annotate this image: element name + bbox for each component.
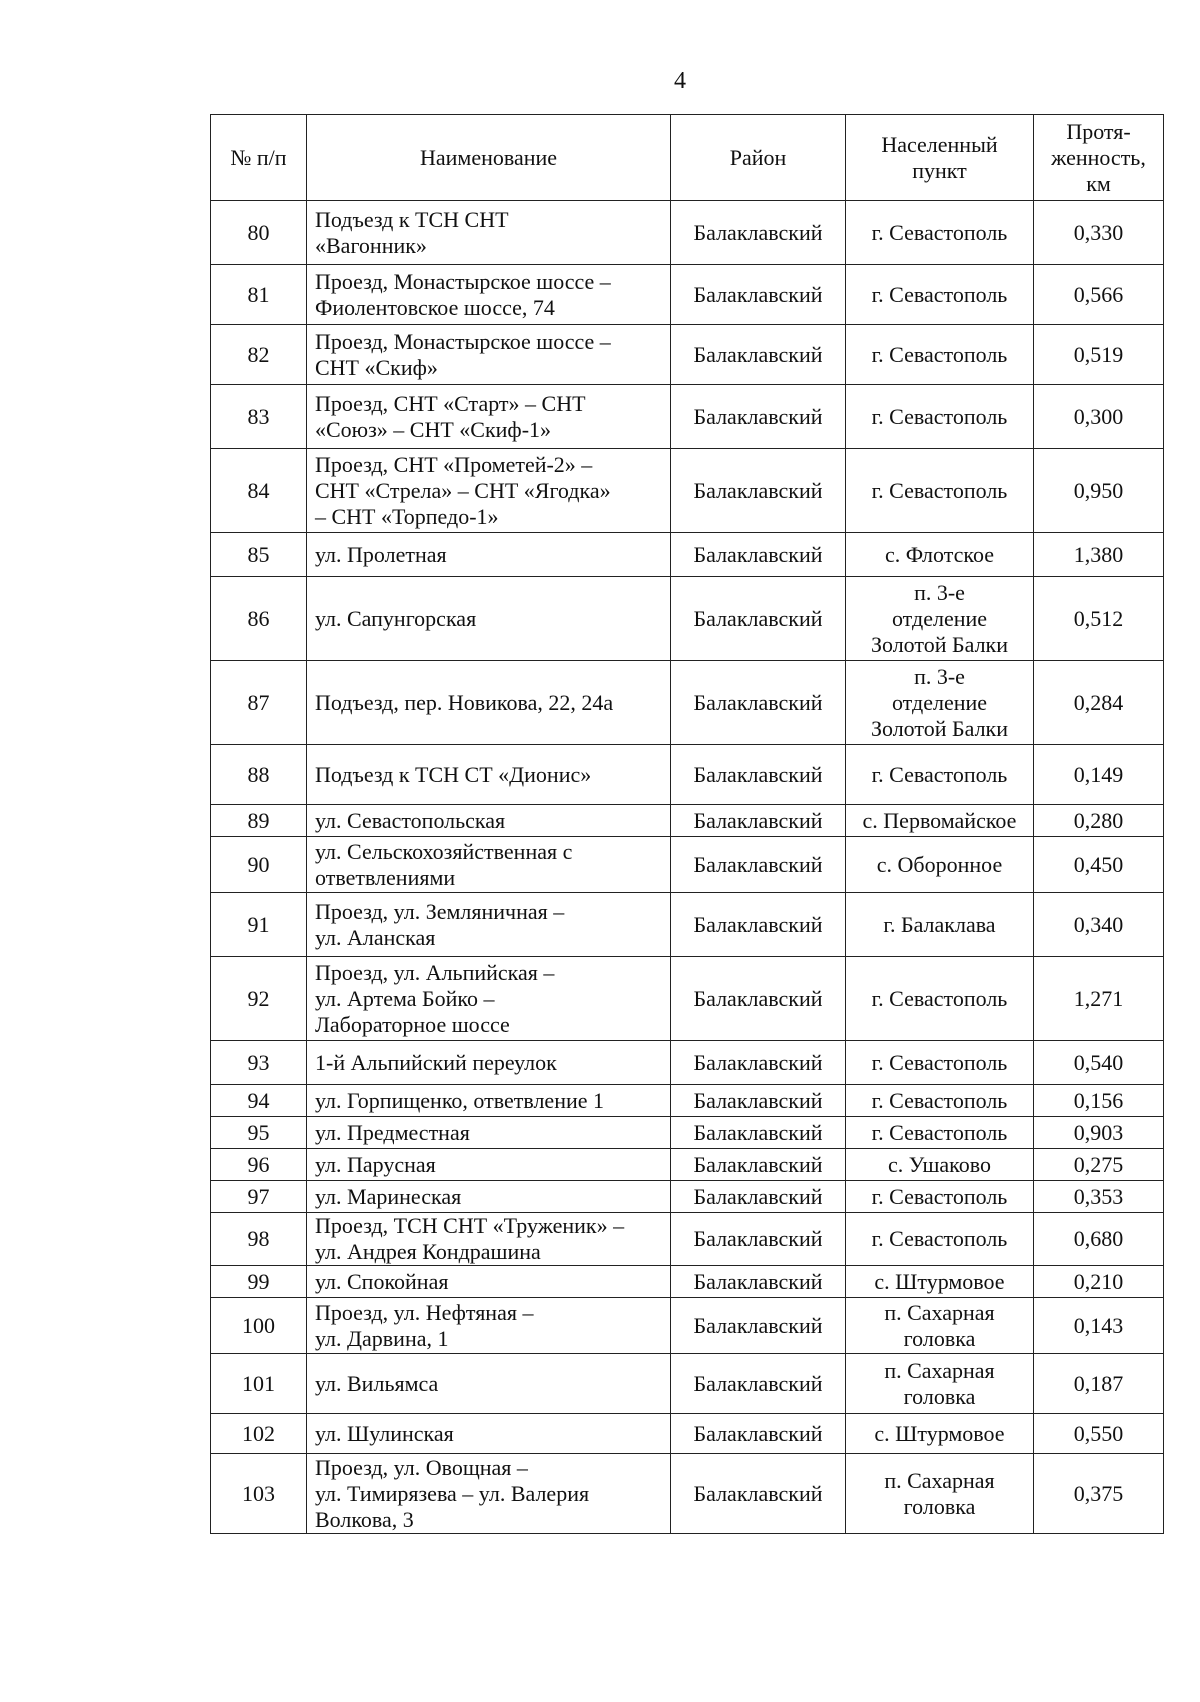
district-name-cell bbox=[671, 577, 846, 661]
road-name-cell bbox=[307, 1149, 671, 1181]
settlement-name: г. Балаклава bbox=[883, 911, 996, 937]
road-length: 0,149 bbox=[1073, 761, 1124, 787]
settlement-name: с. Штурмовое bbox=[874, 1420, 1005, 1446]
road-name: ул. Горпищенко, ответвление 1 bbox=[315, 1087, 605, 1113]
row-number: 103 bbox=[242, 1480, 275, 1506]
district-name-cell bbox=[671, 201, 846, 265]
road-length-cell bbox=[1034, 1041, 1164, 1085]
district-name: Балаклавский bbox=[693, 689, 823, 715]
road-length: 0,450 bbox=[1073, 851, 1124, 877]
district-name-cell bbox=[671, 449, 846, 533]
road-length: 0,275 bbox=[1073, 1151, 1124, 1177]
road-length: 0,375 bbox=[1073, 1480, 1124, 1506]
district-name-cell bbox=[671, 661, 846, 745]
district-name-cell bbox=[671, 957, 846, 1041]
road-name: ул. Вильямса bbox=[315, 1370, 439, 1396]
road-name-cell bbox=[307, 805, 671, 837]
road-length-cell bbox=[1034, 1085, 1164, 1117]
settlement-name: г. Севастополь bbox=[871, 477, 1008, 503]
district-name-cell bbox=[671, 837, 846, 893]
row-number-cell bbox=[211, 745, 307, 805]
road-name-cell bbox=[307, 1085, 671, 1117]
settlement-name-cell bbox=[846, 577, 1034, 661]
district-name: Балаклавский bbox=[693, 1312, 823, 1338]
road-name-cell bbox=[307, 325, 671, 385]
settlement-name: г. Севастополь bbox=[871, 1087, 1008, 1113]
table-body bbox=[211, 201, 1164, 1534]
header-length: Протя- женность, км bbox=[1034, 115, 1164, 201]
district-name-cell bbox=[671, 1266, 846, 1298]
road-length: 0,566 bbox=[1073, 281, 1124, 307]
road-name-cell bbox=[307, 1454, 671, 1534]
row-number-cell bbox=[211, 661, 307, 745]
road-name-cell bbox=[307, 577, 671, 661]
district-name: Балаклавский bbox=[693, 1226, 823, 1251]
row-number: 95 bbox=[247, 1119, 270, 1145]
row-number-cell bbox=[211, 1041, 307, 1085]
row-number: 96 bbox=[247, 1151, 270, 1177]
road-length-cell bbox=[1034, 805, 1164, 837]
road-length-cell bbox=[1034, 265, 1164, 325]
settlement-name: г. Севастополь bbox=[871, 341, 1008, 367]
road-name: ул. Пролетная bbox=[315, 541, 447, 567]
settlement-name: п. Сахарная головка bbox=[884, 1467, 995, 1519]
settlement-name-cell bbox=[846, 661, 1034, 745]
road-length: 0,353 bbox=[1073, 1183, 1124, 1209]
row-number-cell bbox=[211, 533, 307, 577]
road-length-cell bbox=[1034, 449, 1164, 533]
settlement-name-cell bbox=[846, 1298, 1034, 1354]
row-number: 101 bbox=[242, 1370, 275, 1396]
settlement-name: г. Севастополь bbox=[871, 219, 1008, 245]
road-length-cell bbox=[1034, 201, 1164, 265]
row-number: 82 bbox=[247, 341, 270, 367]
road-name: ул. Севастопольская bbox=[315, 807, 506, 833]
road-length-cell bbox=[1034, 1454, 1164, 1534]
road-name: Проезд, ул. Нефтяная – ул. Дарвина, 1 bbox=[315, 1299, 534, 1351]
district-name: Балаклавский bbox=[693, 605, 823, 631]
row-number-cell bbox=[211, 577, 307, 661]
row-number-cell bbox=[211, 805, 307, 837]
road-length: 0,210 bbox=[1073, 1268, 1124, 1294]
header-row bbox=[211, 115, 1164, 201]
row-number: 87 bbox=[247, 689, 270, 715]
table-row bbox=[211, 957, 1164, 1041]
settlement-name: г. Севастополь bbox=[871, 985, 1008, 1011]
road-name: ул. Спокойная bbox=[315, 1268, 449, 1294]
road-length: 0,512 bbox=[1073, 605, 1124, 631]
table-row bbox=[211, 325, 1164, 385]
row-number-cell bbox=[211, 1149, 307, 1181]
settlement-name-cell bbox=[846, 1354, 1034, 1414]
road-length: 1,271 bbox=[1073, 985, 1124, 1011]
district-name: Балаклавский bbox=[693, 1183, 823, 1209]
road-length: 0,300 bbox=[1073, 403, 1124, 429]
settlement-name-cell bbox=[846, 1181, 1034, 1213]
road-length-cell bbox=[1034, 957, 1164, 1041]
road-length: 0,550 bbox=[1073, 1420, 1124, 1446]
road-length: 0,540 bbox=[1073, 1049, 1124, 1075]
row-number: 89 bbox=[247, 807, 270, 833]
table-row bbox=[211, 1454, 1164, 1534]
road-length: 0,950 bbox=[1073, 477, 1124, 503]
district-name: Балаклавский bbox=[693, 985, 823, 1011]
settlement-name-cell bbox=[846, 805, 1034, 837]
row-number: 93 bbox=[247, 1049, 270, 1075]
settlement-name: г. Севастополь bbox=[871, 1226, 1008, 1251]
settlement-name: п. 3-е отделение Золотой Балки bbox=[870, 579, 1009, 657]
row-number: 86 bbox=[247, 605, 270, 631]
row-number-cell bbox=[211, 1085, 307, 1117]
table-row bbox=[211, 1181, 1164, 1213]
road-length-cell bbox=[1034, 1354, 1164, 1414]
settlement-name: с. Флотское bbox=[885, 541, 994, 567]
road-name-cell bbox=[307, 745, 671, 805]
road-name: Проезд, СНТ «Прометей-2» – СНТ «Стрела» – СНТ «Ягодка» – СНТ «Торпедо-1» bbox=[315, 451, 611, 529]
table-row bbox=[211, 265, 1164, 325]
district-name-cell bbox=[671, 1354, 846, 1414]
settlement-name-cell bbox=[846, 1117, 1034, 1149]
road-name-cell bbox=[307, 533, 671, 577]
road-name-cell bbox=[307, 385, 671, 449]
settlement-name: г. Севастополь bbox=[871, 1119, 1008, 1145]
district-name: Балаклавский bbox=[693, 477, 823, 503]
road-length-cell bbox=[1034, 1213, 1164, 1266]
table-row bbox=[211, 1085, 1164, 1117]
row-number-cell bbox=[211, 265, 307, 325]
road-length-cell bbox=[1034, 745, 1164, 805]
row-number-cell bbox=[211, 1181, 307, 1213]
settlement-name-cell bbox=[846, 1213, 1034, 1266]
settlement-name: г. Севастополь bbox=[871, 403, 1008, 429]
road-name-cell bbox=[307, 449, 671, 533]
settlement-name: г. Севастополь bbox=[871, 1183, 1008, 1209]
settlement-name: с. Штурмовое bbox=[874, 1268, 1005, 1294]
district-name-cell bbox=[671, 893, 846, 957]
settlement-name-cell bbox=[846, 1414, 1034, 1454]
table-row bbox=[211, 1117, 1164, 1149]
settlement-name-cell bbox=[846, 325, 1034, 385]
settlement-name-cell bbox=[846, 1454, 1034, 1534]
road-length-cell bbox=[1034, 837, 1164, 893]
row-number: 88 bbox=[247, 761, 270, 787]
road-length: 0,187 bbox=[1073, 1370, 1124, 1396]
road-length: 0,340 bbox=[1073, 911, 1124, 937]
settlement-name: с. Оборонное bbox=[876, 851, 1003, 877]
row-number: 83 bbox=[247, 403, 270, 429]
district-name-cell bbox=[671, 1298, 846, 1354]
district-name: Балаклавский bbox=[693, 1151, 823, 1177]
district-name: Балаклавский bbox=[693, 807, 823, 833]
settlement-name-cell bbox=[846, 837, 1034, 893]
settlement-name: г. Севастополь bbox=[871, 1049, 1008, 1075]
district-name: Балаклавский bbox=[693, 851, 823, 877]
table-row bbox=[211, 1041, 1164, 1085]
road-name: Подъезд к ТСН СНТ «Вагонник» bbox=[315, 206, 509, 258]
header-num: № п/п bbox=[211, 115, 307, 201]
row-number-cell bbox=[211, 449, 307, 533]
road-name: Проезд, Монастырское шоссе – СНТ «Скиф» bbox=[315, 328, 611, 380]
table-row bbox=[211, 1414, 1164, 1454]
settlement-name-cell bbox=[846, 957, 1034, 1041]
road-name: ул. Маринеская bbox=[315, 1183, 462, 1209]
row-number-cell bbox=[211, 1354, 307, 1414]
row-number: 80 bbox=[247, 219, 270, 245]
settlement-name-cell bbox=[846, 385, 1034, 449]
road-name: ул. Сельскохозяйственная с ответвлениями bbox=[315, 838, 573, 890]
district-name: Балаклавский bbox=[693, 1268, 823, 1294]
road-name: Проезд, Монастырское шоссе – Фиолентовское шоссе, 74 bbox=[315, 268, 611, 320]
road-length: 0,519 bbox=[1073, 341, 1124, 367]
road-length-cell bbox=[1034, 1266, 1164, 1298]
table-row bbox=[211, 1149, 1164, 1181]
road-name-cell bbox=[307, 1041, 671, 1085]
settlement-name-cell bbox=[846, 1149, 1034, 1181]
row-number-cell bbox=[211, 1298, 307, 1354]
district-name-cell bbox=[671, 265, 846, 325]
road-name-cell bbox=[307, 1354, 671, 1414]
settlement-name-cell bbox=[846, 449, 1034, 533]
road-name: Подъезд к ТСН СТ «Дионис» bbox=[315, 761, 592, 787]
row-number-cell bbox=[211, 837, 307, 893]
road-name: ул. Шулинская bbox=[315, 1420, 454, 1446]
table-row bbox=[211, 1266, 1164, 1298]
district-name-cell bbox=[671, 805, 846, 837]
district-name: Балаклавский bbox=[693, 1087, 823, 1113]
table-row bbox=[211, 745, 1164, 805]
road-length: 1,380 bbox=[1073, 541, 1124, 567]
road-length-cell bbox=[1034, 893, 1164, 957]
table-row bbox=[211, 1213, 1164, 1266]
district-name: Балаклавский bbox=[693, 1049, 823, 1075]
row-number: 81 bbox=[247, 281, 270, 307]
road-length: 0,284 bbox=[1073, 689, 1124, 715]
district-name: Балаклавский bbox=[693, 541, 823, 567]
settlement-name: п. Сахарная головка bbox=[884, 1357, 995, 1409]
road-length-cell bbox=[1034, 385, 1164, 449]
district-name-cell bbox=[671, 1149, 846, 1181]
row-number: 97 bbox=[247, 1183, 270, 1209]
header-place: Населенный пункт bbox=[846, 115, 1034, 201]
road-length: 0,280 bbox=[1073, 807, 1124, 833]
road-name: Подъезд, пер. Новикова, 22, 24а bbox=[315, 689, 614, 715]
settlement-name: с. Первомайское bbox=[862, 807, 1017, 833]
road-length: 0,156 bbox=[1073, 1087, 1124, 1113]
road-name-cell bbox=[307, 661, 671, 745]
road-length: 0,680 bbox=[1073, 1226, 1124, 1251]
road-name-cell bbox=[307, 201, 671, 265]
road-name: Проезд, ТСН СНТ «Труженик» – ул. Андрея Кондрашина bbox=[315, 1213, 625, 1264]
road-name-cell bbox=[307, 1181, 671, 1213]
road-name-cell bbox=[307, 893, 671, 957]
district-name: Балаклавский bbox=[693, 1480, 823, 1506]
settlement-name: п. 3-е отделение Золотой Балки bbox=[870, 663, 1009, 741]
settlement-name-cell bbox=[846, 265, 1034, 325]
road-name: ул. Сапунгорская bbox=[315, 605, 477, 631]
roads-table bbox=[210, 114, 1164, 1534]
page-number: 4 bbox=[674, 68, 686, 94]
settlement-name-cell bbox=[846, 533, 1034, 577]
district-name-cell bbox=[671, 385, 846, 449]
table-row bbox=[211, 201, 1164, 265]
road-name: ул. Парусная bbox=[315, 1151, 436, 1177]
road-name: Проезд, ул. Земляничная – ул. Аланская bbox=[315, 898, 565, 950]
settlement-name: г. Севастополь bbox=[871, 281, 1008, 307]
settlement-name: г. Севастополь bbox=[871, 761, 1008, 787]
settlement-name-cell bbox=[846, 1041, 1034, 1085]
district-name: Балаклавский bbox=[693, 1370, 823, 1396]
road-length-cell bbox=[1034, 577, 1164, 661]
settlement-name: п. Сахарная головка bbox=[884, 1299, 995, 1351]
road-length-cell bbox=[1034, 533, 1164, 577]
road-name-cell bbox=[307, 957, 671, 1041]
road-length: 0,903 bbox=[1073, 1119, 1124, 1145]
row-number: 90 bbox=[247, 851, 270, 877]
table-row bbox=[211, 893, 1164, 957]
road-name-cell bbox=[307, 1117, 671, 1149]
row-number: 92 bbox=[247, 985, 270, 1011]
road-name-cell bbox=[307, 265, 671, 325]
district-name-cell bbox=[671, 533, 846, 577]
road-length-cell bbox=[1034, 1181, 1164, 1213]
table-row bbox=[211, 533, 1164, 577]
road-name: Проезд, ул. Альпийская – ул. Артема Бойко – Лабораторное шоссе bbox=[315, 959, 555, 1037]
table-row bbox=[211, 385, 1164, 449]
district-name-cell bbox=[671, 1414, 846, 1454]
row-number: 98 bbox=[247, 1226, 270, 1251]
district-name: Балаклавский bbox=[693, 911, 823, 937]
header-name: Наименование bbox=[307, 115, 671, 201]
road-name: Проезд, СНТ «Старт» – СНТ «Союз» – СНТ «Скиф-1» bbox=[315, 390, 586, 442]
table-row bbox=[211, 1298, 1164, 1354]
row-number-cell bbox=[211, 1414, 307, 1454]
road-length-cell bbox=[1034, 1414, 1164, 1454]
row-number-cell bbox=[211, 1213, 307, 1266]
district-name: Балаклавский bbox=[693, 341, 823, 367]
road-length-cell bbox=[1034, 661, 1164, 745]
row-number-cell bbox=[211, 1117, 307, 1149]
row-number-cell bbox=[211, 201, 307, 265]
table-row bbox=[211, 577, 1164, 661]
row-number: 84 bbox=[247, 477, 270, 503]
settlement-name-cell bbox=[846, 745, 1034, 805]
road-length: 0,330 bbox=[1073, 219, 1124, 245]
row-number-cell bbox=[211, 1266, 307, 1298]
district-name: Балаклавский bbox=[693, 219, 823, 245]
district-name-cell bbox=[671, 1181, 846, 1213]
row-number-cell bbox=[211, 385, 307, 449]
road-name-cell bbox=[307, 1266, 671, 1298]
table-row bbox=[211, 1354, 1164, 1414]
settlement-name-cell bbox=[846, 1085, 1034, 1117]
row-number-cell bbox=[211, 325, 307, 385]
row-number: 99 bbox=[247, 1268, 270, 1294]
road-length-cell bbox=[1034, 1149, 1164, 1181]
district-name: Балаклавский bbox=[693, 761, 823, 787]
road-name: ул. Предместная bbox=[315, 1119, 470, 1145]
row-number-cell bbox=[211, 957, 307, 1041]
table-row bbox=[211, 661, 1164, 745]
road-name-cell bbox=[307, 1213, 671, 1266]
table-row bbox=[211, 805, 1164, 837]
settlement-name-cell bbox=[846, 201, 1034, 265]
road-name: 1-й Альпийский переулок bbox=[315, 1049, 557, 1075]
road-length-cell bbox=[1034, 1117, 1164, 1149]
settlement-name-cell bbox=[846, 1266, 1034, 1298]
row-number: 102 bbox=[242, 1420, 275, 1446]
table-row bbox=[211, 449, 1164, 533]
road-name-cell bbox=[307, 1298, 671, 1354]
district-name-cell bbox=[671, 1117, 846, 1149]
district-name: Балаклавский bbox=[693, 281, 823, 307]
road-name-cell bbox=[307, 1414, 671, 1454]
district-name-cell bbox=[671, 1213, 846, 1266]
road-length-cell bbox=[1034, 325, 1164, 385]
district-name: Балаклавский bbox=[693, 1119, 823, 1145]
district-name: Балаклавский bbox=[693, 1420, 823, 1446]
road-name-cell bbox=[307, 837, 671, 893]
row-number-cell bbox=[211, 1454, 307, 1534]
table-row bbox=[211, 837, 1164, 893]
district-name-cell bbox=[671, 1454, 846, 1534]
district-name-cell bbox=[671, 1041, 846, 1085]
row-number: 85 bbox=[247, 541, 270, 567]
district-name-cell bbox=[671, 325, 846, 385]
row-number: 94 bbox=[247, 1087, 270, 1113]
district-name-cell bbox=[671, 1085, 846, 1117]
header-district: Район bbox=[671, 115, 846, 201]
district-name-cell bbox=[671, 745, 846, 805]
settlement-name-cell bbox=[846, 893, 1034, 957]
road-length-cell bbox=[1034, 1298, 1164, 1354]
road-name: Проезд, ул. Овощная – ул. Тимирязева – ул. Валерия Волкова, 3 bbox=[315, 1454, 590, 1532]
row-number: 91 bbox=[247, 911, 270, 937]
settlement-name: с. Ушаково bbox=[888, 1151, 991, 1177]
district-name: Балаклавский bbox=[693, 403, 823, 429]
row-number-cell bbox=[211, 893, 307, 957]
road-length: 0,143 bbox=[1073, 1312, 1124, 1338]
row-number: 100 bbox=[242, 1312, 275, 1338]
